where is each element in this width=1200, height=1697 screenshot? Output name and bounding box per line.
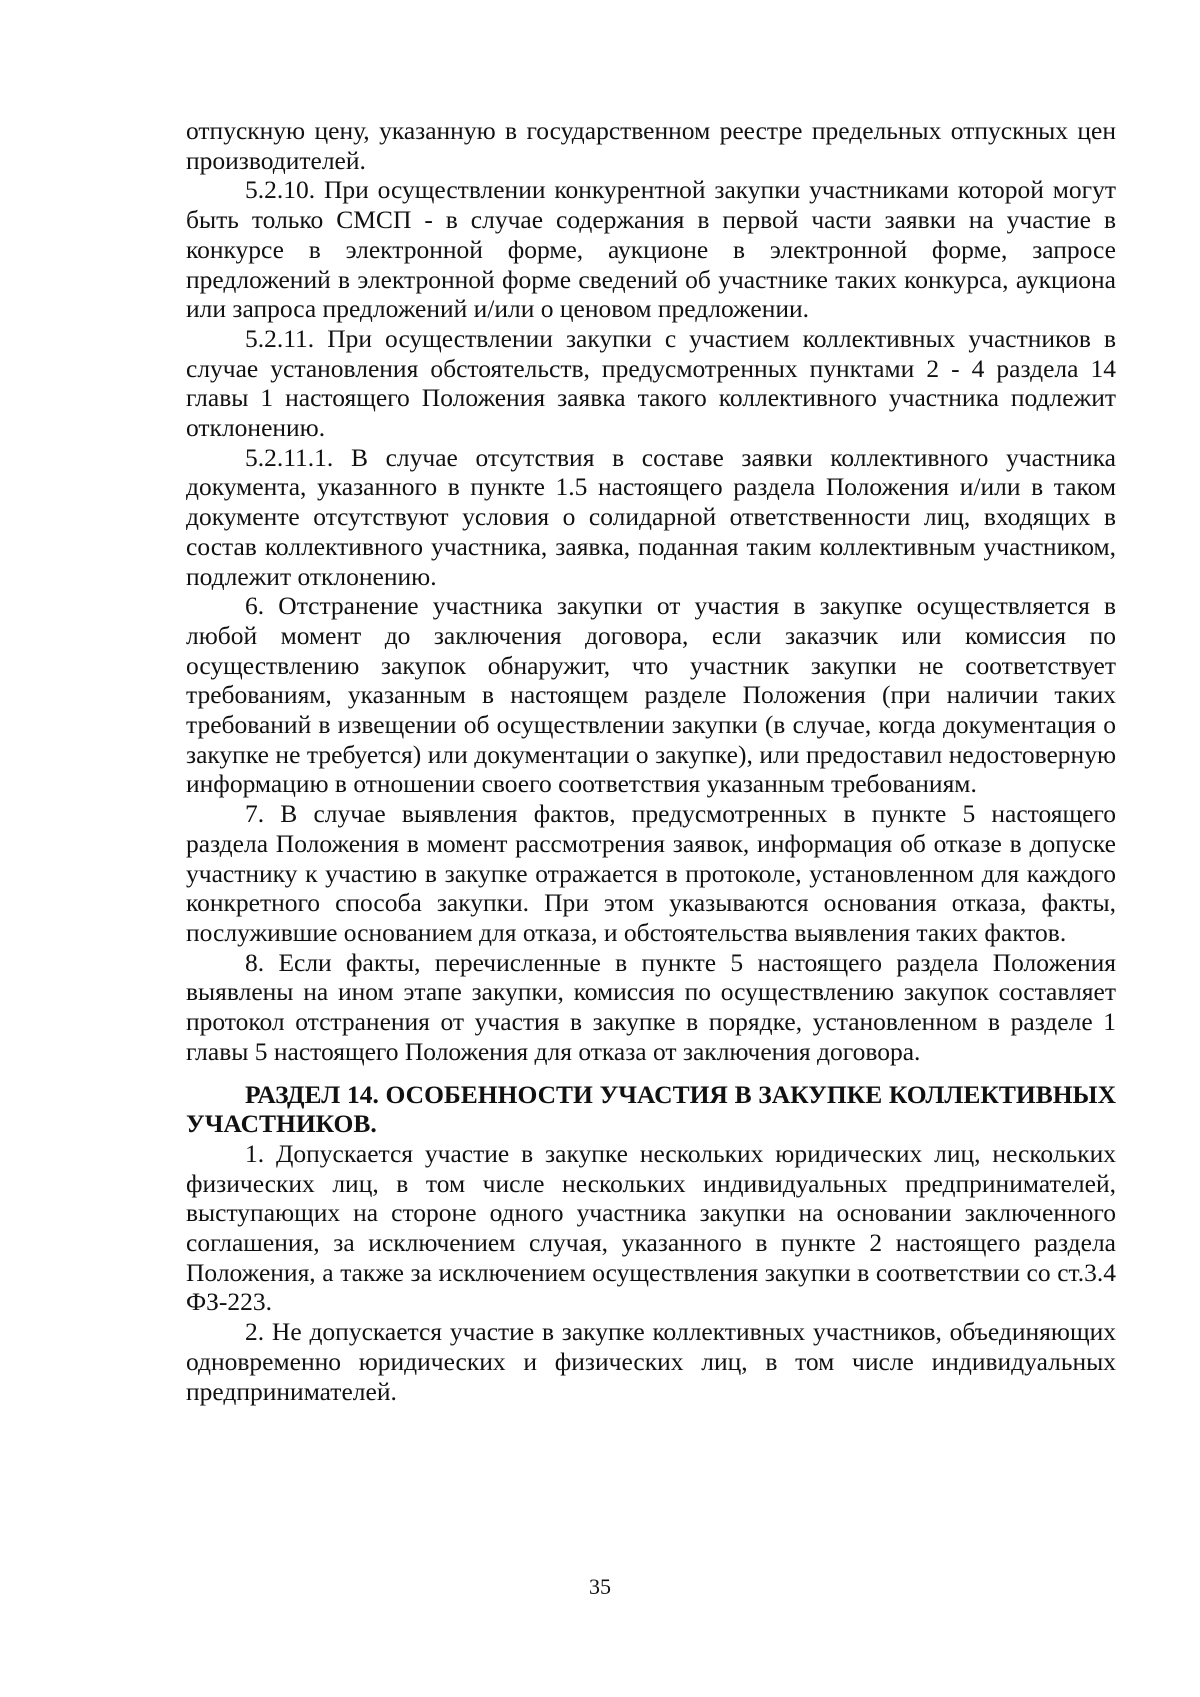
section-paragraph-2: 2. Не допускается участие в закупке коллективных участников, объединяющих одновременно юридических и физических лиц, в том числе индивидуальных предпринимателей.: [186, 1317, 1116, 1406]
paragraph-5-2-10: 5.2.10. При осуществлении конкурентной закупки участниками которой могут быть только СМСП - в случае содержания в первой части заявки на участие в конкурсе в электронной форме, аукционе в электронной форме, запросе предложений в электронной форме сведений об участнике таких конкурса, аукциона или запроса предложений и/или о ценовом предложении.: [186, 175, 1116, 324]
paragraph-6: 6. Отстранение участника закупки от участия в закупке осуществляется в любой момент до заключения договора, если заказчик или комиссия по осуществлению закупок обнаружит, что участник закупки не соответствует требованиям, указанным в настоящем разделе Положения (при наличии таких требований в извещении об осуществлении закупки (в случае, когда документация о закупке не требуется) или документации о закупке), или предоставил недостоверную информацию в отношении своего соответствия указанным требованиям.: [186, 591, 1116, 799]
paragraph-5-2-11: 5.2.11. При осуществлении закупки с участием коллективных участников в случае установления обстоятельств, предусмотренных пунктами 2 - 4 раздела 14 главы 1 настоящего Положения заявка такого коллективного участника подлежит отклонению.: [186, 323, 1116, 443]
page-number: 35: [589, 1574, 611, 1599]
document-page: [186, 116, 1116, 1406]
section-paragraph-1: 1. Допускается участие в закупке нескольких юридических лиц, нескольких физических лиц, в том числе нескольких индивидуальных предпринимателей, выступающих на стороне одного участника закупки на основании заключенного соглашения, за исключением случая, указанного в пункте 2 настоящего раздела Положения, а также за исключением осуществления закупки в соответствии со ст.3.4 ФЗ-223.: [186, 1138, 1116, 1317]
paragraph-5-2-11-1: 5.2.11.1. В случае отсутствия в составе заявки коллективного участника документа, указанного в пункте 1.5 настоящего раздела Положения и/или в таком документе отсутствуют условия о солидарной ответственности лиц, входящих в состав коллективного участника, заявка, поданная таким коллективным участником, подлежит отклонению.: [186, 442, 1116, 591]
paragraph-7: 7. В случае выявления фактов, предусмотренных в пункте 5 настоящего раздела Положения в момент рассмотрения заявок, информация об отказе в допуске участнику к участию в закупке отражается в протоколе, установленном для каждого конкретного способа закупки. При этом указываются основания отказа, факты, послужившие основанием для отказа, и обстоятельства выявления таких фактов.: [186, 799, 1116, 947]
paragraph-continuation: отпускную цену, указанную в государственном реестре предельных отпускных цен производителей.: [186, 116, 1116, 175]
paragraph-8: 8. Если факты, перечисленные в пункте 5 настоящего раздела Положения выявлены на ином этапе закупки, комиссия по осуществлению закупок составляет протокол отстранения от участия в закупке в порядке, установленном в разделе 1 главы 5 настоящего Положения для отказа от заключения договора.: [186, 947, 1116, 1066]
section-heading: РАЗДЕЛ 14. ОСОБЕННОСТИ УЧАСТИЯ В ЗАКУПКЕ КОЛЛЕКТИВНЫХ УЧАСТНИКОВ.: [186, 1079, 1116, 1139]
